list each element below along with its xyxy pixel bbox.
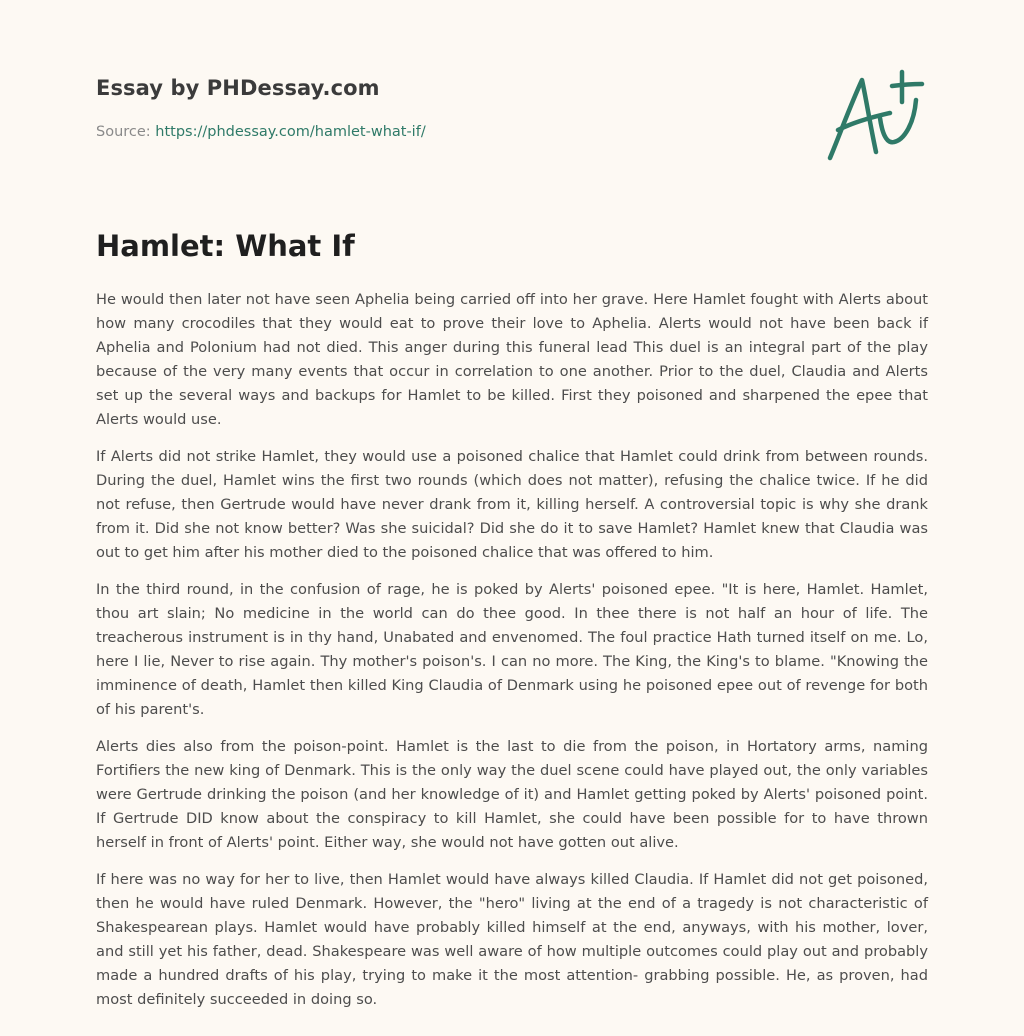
paragraph: If Alerts did not strike Hamlet, they would use a poisoned chalice that Hamlet could drink from between rounds. During the duel, Hamlet wins the first two rounds (which does not matter), refusing the chalice twice. If he did not refuse, then Gertrude would have never drank from it, killing herself. A controversial topic is why she drank from it. Did she not know better? Was she suicidal? Did she do it to save Hamlet? Hamlet knew that Claudia was out to get him after his mother died to the poisoned chalice that was offered to him. — [96, 448, 928, 561]
paragraph: Alerts dies also from the poison-point. Hamlet is the last to die from the poison, in Hortatory arms, naming Fortifiers the new king of Denmark. This is the only way the duel scene could have played out, the only variables were Gertrude drinking the poison (and her knowledge of it) and Hamlet getting poked by Alerts' poisoned point. If Gertrude DID know about the conspiracy to kill Hamlet, she could have been possible for to have thrown herself in front of Alerts' point. Either way, she would not have gotten out alive. — [96, 738, 928, 851]
source-link[interactable]: https://phdessay.com/hamlet-what-if/ — [155, 124, 426, 140]
source-label: Source: — [96, 124, 156, 140]
paragraph: He would then later not have seen Aphelia being carried off into her grave. Here Hamlet fought with Alerts about how many crocodiles that they would eat to prove their love to Aphelia. Alerts would not have been back if Aphelia and Polonium had not died. This anger during this funeral lead This duel is an integral part of the play because of the very many events that occur in correlation to one another. Prior to the duel, Claudia and Alerts set up the several ways and backups for Hamlet to be killed. First they poisoned and sharpened the epee that Alerts would use. — [96, 291, 928, 428]
source-line — [96, 124, 426, 140]
page-header — [96, 0, 928, 200]
paragraph: In the third round, in the confusion of rage, he is poked by Alerts' poisoned epee. "It is here, Hamlet. Hamlet, thou art slain; No medicine in the world can do thee good. In thee there is not half an hour of life. The treacherous instrument is in thy hand, Unabated and envenomed. The foul practice Hath turned itself on me. Lo, here I lie, Never to rise again. Thy mother's poison's. I can no more. The King, the King's to blame. "Knowing the imminence of death, Hamlet then killed King Claudia of Denmark using he poisoned epee out of revenge for both of his parent's. — [96, 581, 928, 718]
document-body — [96, 288, 928, 1012]
document-title: Hamlet: What If — [96, 229, 355, 263]
paragraph: If here was no way for her to live, then Hamlet would have always killed Claudia. If Hamlet did not get poisoned, then he would have ruled Denmark. However, the "hero" living at the end of a tragedy is not characteristic of Shakespearean plays. Hamlet would have probably killed himself at the end, anyways, with his mother, lover, and still yet his father, dead. Shakespeare was well aware of how multiple outcomes could play out and probably made a hundred drafts of his play, trying to make it the most attention- grabbing possible. He, as proven, had most definitely succeeded in doing so. — [96, 871, 928, 1008]
a-plus-grade-icon — [824, 68, 928, 164]
site-title: Essay by PHDessay.com — [96, 76, 380, 100]
